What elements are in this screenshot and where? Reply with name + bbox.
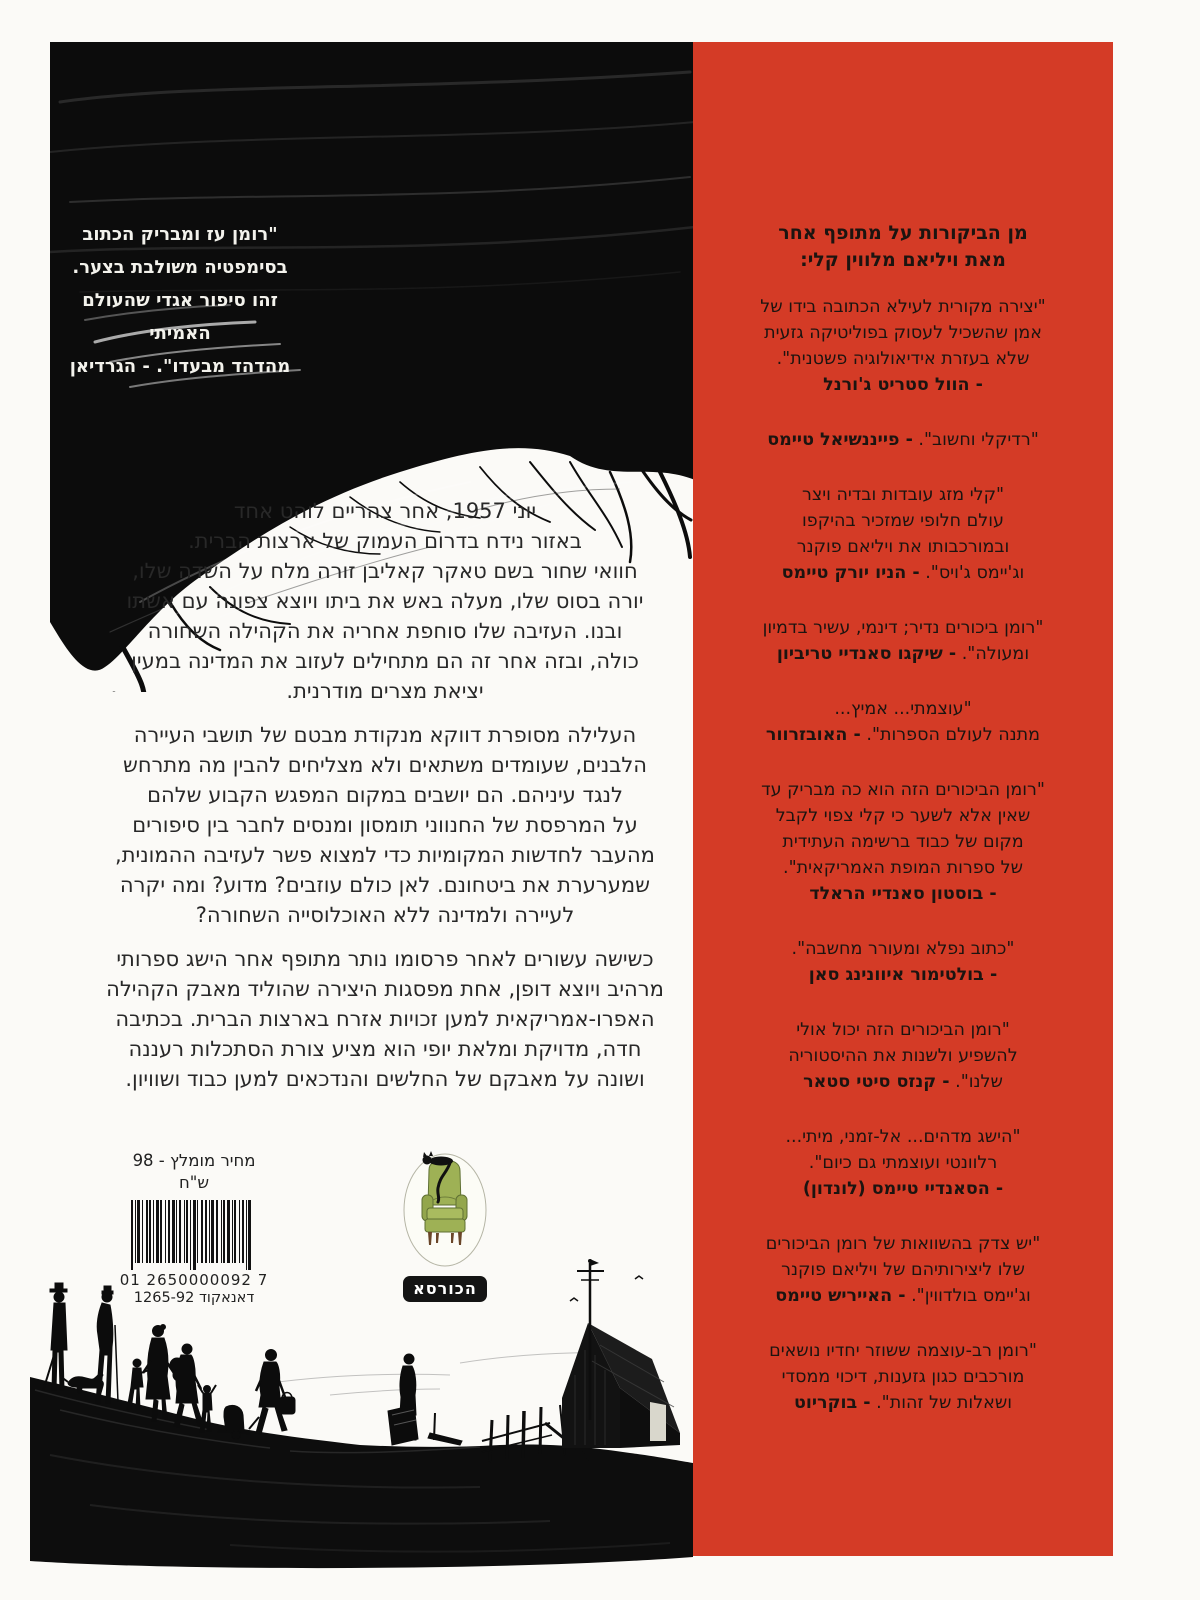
synopsis-line: על המרפסת של החנווני תומסון ומנסים לחבר בין סיפורים <box>132 813 638 837</box>
review-line: וג'יימס ג'ויס". - הניו יורק טיימס <box>781 563 1025 583</box>
synopsis-line: מהעבר לחדשות המקומיות כדי למצוא פשר לעזיבה ההמונית, <box>115 843 655 867</box>
review-quote <box>703 1231 1103 1309</box>
review-quote <box>703 427 1103 453</box>
synopsis-line: חוואי שחור בשם טאקר קאליבן זורה מלח על השדה שלו, <box>132 559 638 583</box>
synopsis-line: האפרו-אמריקאית למען זכויות אזרח בארצות הברית. בכתיבה <box>115 1007 655 1031</box>
review-line: וג'יימס בולדווין". - האייריש טיימס <box>775 1286 1031 1306</box>
review-line: "יצירה מקורית לעילא הכתובה בידו של <box>760 297 1046 317</box>
review-line: אמן שהשכיל לעסוק בפוליטיקה גזעית <box>764 323 1042 343</box>
review-quote <box>703 777 1103 907</box>
review-line: עולם חלופי שמזכיר בהיקפו <box>802 511 1004 531</box>
synopsis-line: ושונה על מאבקם של החלשים והנדכאים למען כבוד ושוויון. <box>125 1067 645 1091</box>
synopsis-line: באזור נידח בדרום העמוק של ארצות הברית. <box>188 529 582 553</box>
tall-man-figure <box>96 1286 118 1403</box>
review-source: - בולטימור איוונינג סאן <box>808 965 998 985</box>
reviews-heading <box>703 220 1103 274</box>
synopsis-paragraph <box>85 496 685 706</box>
review-quote <box>703 1338 1103 1416</box>
synopsis-paragraph <box>85 720 685 930</box>
woman-figure <box>143 1325 174 1422</box>
review-line: "רומן ביכורים נדיר; דינמי, עשיר בדמיון <box>762 618 1044 638</box>
review-line: ומעולה". - שיקגו סאנדיי טריביון <box>776 644 1030 664</box>
review-quote <box>703 615 1103 667</box>
reviews-list <box>703 294 1103 1416</box>
synopsis-line: העלילה מסופרת דווקא מנקודת מבטם של תושבי העיירה <box>133 723 637 747</box>
review-line: מקום של כבוד ברשימה העתידית <box>782 832 1024 852</box>
review-line: "יש צדק בהשוואות של רומן הביכורים <box>765 1234 1041 1254</box>
synopsis-line: כולה, ובזה אחר זה הם מתחילים לעזוב את המדינה במעין <box>131 649 639 673</box>
publisher-name: הכורסא <box>403 1276 487 1302</box>
synopsis-line: שמערערת את ביטחונם. לאן כולם עוזבים? מדוע? ומה יקרה <box>119 873 651 897</box>
armchair-cat-icon <box>400 1150 490 1268</box>
review-source: - שיקגו סאנדיי טריביון <box>776 644 957 664</box>
review-line: "רומן הביכורים הזה יכול אולי <box>796 1020 1010 1040</box>
quote-line: זהו סיפור אגדי שהעולם האמיתי <box>82 290 278 344</box>
reviews-content <box>703 220 1103 1445</box>
synopsis-line: יורה בסוס שלו, מעלה באש את ביתו ויוצא צפונה עם אשתו <box>126 589 644 613</box>
lone-figure-with-suitcase <box>388 1354 418 1445</box>
quote-line: בסימפטיה משולבת בצער. <box>72 257 288 278</box>
review-line: שלנו". - קנזס סיטי סטאר <box>803 1072 1003 1092</box>
migration-illustration <box>30 1255 693 1577</box>
synopsis-line: יציאת מצרים מודרנית. <box>286 679 484 703</box>
synopsis-line: יוני 1957, אחר צהריים לוהט אחד <box>233 499 537 523</box>
quote-line: מהדהד מבעדו". - הגרדיאן <box>69 356 291 377</box>
review-source: - קנזס סיטי סטאר <box>803 1072 950 1092</box>
review-quote <box>703 936 1103 988</box>
review-line: "רומן רב-עוצמה ששוזר יחדיו נושאים <box>769 1341 1037 1361</box>
reviews-heading-line: מאת ויליאם מלווין קלי: <box>800 249 1006 271</box>
review-line: שלא בעזרת אידיאולוגיה פשטנית". <box>776 349 1030 369</box>
man-with-hat-figure <box>43 1283 67 1391</box>
review-line: של ספרות המופת האמריקאית". <box>783 858 1023 878</box>
review-line: "רומן הביכורים הזה הוא כה מבריק עד <box>761 780 1045 800</box>
child-figure <box>127 1359 149 1409</box>
review-line: "עוצמתי... אמיץ... <box>834 699 972 719</box>
review-line: "כתוב נפלא ומעורר מחשבה". <box>791 939 1015 959</box>
birds <box>570 1276 643 1301</box>
review-line: שאין אלא לשער כי קלי צפוי לקבל <box>775 806 1031 826</box>
review-line: "קלי מזג עובדות ובדיה ויצר <box>801 485 1005 505</box>
price-label: מחיר מומלץ - 98 ש"ח <box>132 1151 256 1192</box>
house-door <box>650 1402 666 1441</box>
review-source: - האובזרוור <box>765 725 861 745</box>
review-quote <box>703 696 1103 748</box>
review-source: - הניו יורק טיימס <box>781 563 920 583</box>
synopsis-line: הלבנים, שעומדים משתאים ולא מצליחים להבין מה מתרחש <box>122 753 648 777</box>
house <box>562 1259 680 1448</box>
review-source: - פייננשיאל טיימס <box>767 430 913 450</box>
review-source: - הסאנדיי טיימס (לונדון) <box>802 1179 1004 1199</box>
synopsis-line: לעיירה ולמדינה ללא האוכלוסייה השחורה? <box>195 903 575 927</box>
synopsis <box>85 496 685 1108</box>
review-line: ושאלות של זהות". - בוקריוט <box>793 1393 1013 1413</box>
review-source: - בוסטון סאנדיי הראלד <box>809 884 997 904</box>
synopsis-line: כשישה עשורים לאחר פרסומו נותר מתופף אחר הישג ספרותי <box>116 947 654 971</box>
barcode-number: 01 2650000092 7 <box>119 1271 269 1289</box>
review-line: מורכבים כגון גזענות, דיכוי ממסדי <box>781 1367 1025 1387</box>
synopsis-line: לנגד עיניהם. הם יושבים במקום המפגש הקבוע שלהם <box>147 783 623 807</box>
review-line: "רדיקלי וחשוב". - פייננשיאל טיימס <box>767 430 1039 450</box>
review-source: - בוקריוט <box>793 1393 871 1413</box>
review-line: ובמורכבותו את ויליאם פוקנר <box>796 537 1010 557</box>
review-line: רלוונטי ועוצמתי גם כיום". <box>808 1153 998 1173</box>
cover-pull-quote <box>60 218 300 383</box>
review-quote <box>703 294 1103 398</box>
review-line: שלו ליצירותיהם של ויליאם פוקנר <box>781 1260 1025 1280</box>
woman-with-bag-figure <box>256 1350 295 1435</box>
synopsis-line: מרהיב ויוצא דופן, אחת מפסגות היצירה שהוליד מאבק הקהילה <box>106 977 664 1001</box>
reviews-heading-line: מן הביקורות על מתופף אחר <box>778 222 1028 244</box>
review-quote <box>703 1017 1103 1095</box>
danacode-label: דאנאקוד 1265-92 <box>133 1290 255 1306</box>
synopsis-line: ובנו. העזיבה שלו סוחפת אחריה את הקהילה השחורה <box>147 619 623 643</box>
synopsis-paragraph <box>85 944 685 1094</box>
review-source: - האייריש טיימס <box>775 1286 906 1306</box>
review-quote <box>703 482 1103 586</box>
review-line: "הישג מדהים... אל-זמני, מיתי... <box>785 1127 1021 1147</box>
quote-line: "רומן עז ומבריק הכתוב <box>82 224 278 245</box>
review-source: - הוול סטריט ג'ורנל <box>823 375 983 395</box>
synopsis-line: חדה, מדויקת ומלאת יופי הוא מציע צורת הסתכלות רעננה <box>128 1037 642 1061</box>
review-quote <box>703 1124 1103 1202</box>
review-line: מתנה לעולם הספרות". - האובזרוור <box>765 725 1041 745</box>
review-line: להשפיע ולשנות את ההיסטוריה <box>788 1046 1018 1066</box>
